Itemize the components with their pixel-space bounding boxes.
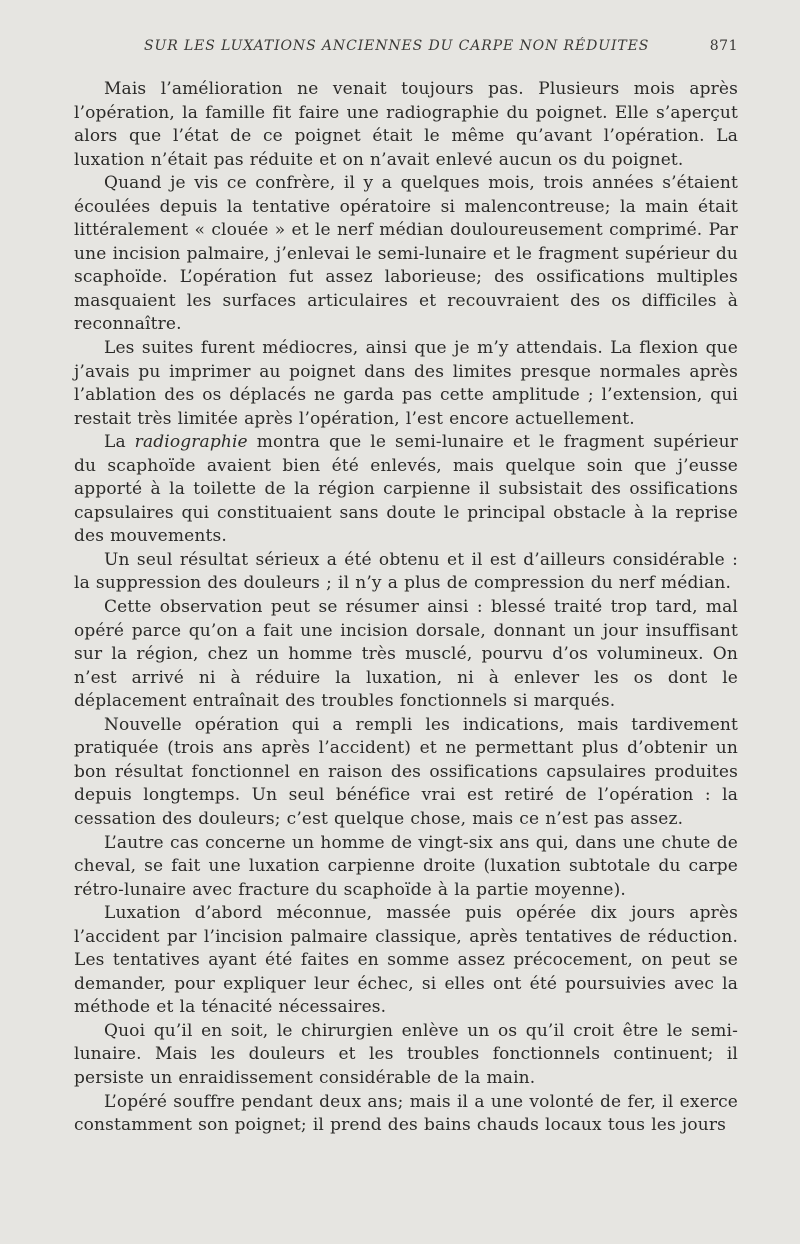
paragraph: L’autre cas concerne un homme de vingt-six ans qui, dans une chute de cheval, se fait une luxation carpienne droite (luxation subtotale du carpe rétro-lunaire avec fracture du scaphoïde à la partie moyenne). <box>74 832 738 900</box>
paragraph-prefix: La <box>104 432 135 453</box>
paragraph: Les suites furent médiocres, ainsi que je m’y attendais. La flexion que j’avais pu imprimer au poignet dans des limites presque normales après l’ablation des os déplacés ne garda pas cette amplitude ; l’extension, qui restait très limitée après l’opération, l’est encore actuellement. <box>74 338 738 429</box>
paragraph: Nouvelle opération qui a rempli les indications, mais tardivement pratiquée (trois ans après l’accident) et ne permettant plus d’obtenir un bon résultat fonctionnel en raison des ossifications capsulaires produites depuis longtemps. Un seul bénéfice vrai est retiré de l’opération : la cessation des douleurs; c’est quelque chose, mais ce n’est pas assez. <box>74 714 738 829</box>
paragraph: Quand je vis ce confrère, il y a quelques mois, trois années s’étaient écoulées depuis la tentative opératoire si malencontreuse; la main était littéralement « clouée » et le nerf médian douloureusement comprimé. Par une incision palmaire, j’enlevai le semi-lunaire et le fragment supérieur du scaphoïde. L’opération fut assez laborieuse; des ossifications multiples masquaient les surfaces articulaires et recouvraient des os difficiles à reconnaître. <box>74 173 738 335</box>
paragraph: L’opéré souffre pendant deux ans; mais il a une volonté de fer, il exerce constamment son poignet; il prend des bains chauds locaux tous les jours <box>74 1091 738 1136</box>
paragraph: Cette observation peut se résumer ainsi : blessé traité trop tard, mal opéré parce qu’on a fait une incision dorsale, donnant un jour insuffisant sur la région, chez un homme très musclé, pourvu d’os volumineux. On n’est arrivé ni à réduire la luxation, ni à enlever les os dont le déplacement entraînait des troubles fonctionnels si marqués. <box>74 597 738 712</box>
paragraph: Un seul résultat sérieux a été obtenu et il est d’ailleurs considérable : la suppression des douleurs ; il n’y a plus de compression du nerf médian. <box>74 549 738 594</box>
running-header-title: SUR LES LUXATIONS ANCIENNES DU CARPE NON RÉDUITES <box>144 38 650 54</box>
body-text <box>74 78 738 1138</box>
running-header <box>74 38 738 58</box>
italic-emphasis: radiographie <box>134 432 248 453</box>
paragraph-rest: montra que le semi-lunaire et le fragment supérieur du scaphoïde avaient bien été enlevés, mais quelque soin que j’eusse apporté à la toilette de la région carpienne il subsistait des ossifications capsulaires qui constituaient sans doute le principal obstacle à la reprise des mouvements. <box>74 432 738 547</box>
paragraph: Quoi qu’il en soit, le chirurgien enlève un os qu’il croit être le semi-lunaire. Mais les douleurs et les troubles fonctionnels continuent; il persiste un enraidissement considérable de la main. <box>74 1020 738 1088</box>
paragraph: Mais l’amélioration ne venait toujours pas. Plusieurs mois après l’opération, la famille fit faire une radiographie du poignet. Elle s’aperçut alors que l’état de ce poignet était le même qu’avant l’opération. La luxation n’était pas réduite et on n’avait enlevé aucun os du poignet. <box>74 79 738 170</box>
paragraph-radiographie <box>74 431 738 549</box>
paragraph: Luxation d’abord méconnue, massée puis opérée dix jours après l’accident par l’incision palmaire classique, après tentatives de réduction. Les tentatives ayant été faites en somme assez précocement, on peut se demander, pour expliquer leur échec, si elles ont été poursuivies avec la méthode et la ténacité nécessaires. <box>74 903 738 1018</box>
page-number: 871 <box>709 38 738 54</box>
